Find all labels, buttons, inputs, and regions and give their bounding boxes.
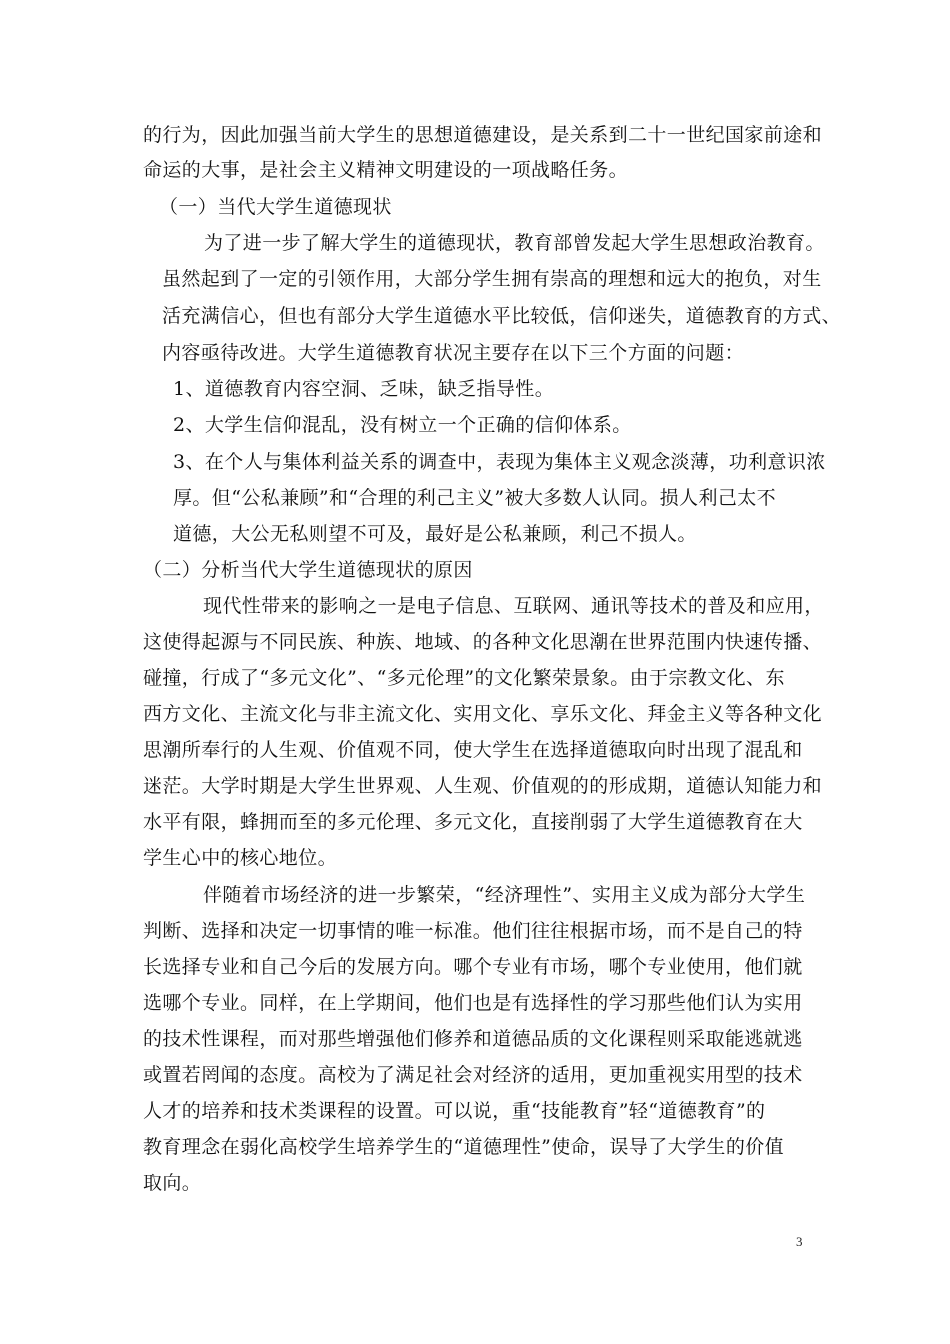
section-2-paragraph-2-line-3: 长选择专业和自己今后的发展方向。哪个专业有市场，哪个专业使用，他们就 (143, 956, 803, 978)
section-2-paragraph-2-line-1: 伴随着市场经济的进一步繁荣，“经济理性”、实用主义成为部分大学生 (203, 884, 806, 906)
section-2-paragraph-1-line-2: 这使得起源与不同民族、种族、地域、的各种文化思潮在世界范围内快速传播、 (143, 631, 823, 653)
section-2-paragraph-2-line-8: 教育理念在弱化高校学生培养学生的“道德理性”使命，误导了大学生的价值 (143, 1136, 785, 1158)
section-2-paragraph-2-line-2: 判断、选择和决定一切事情的唯一标准。他们往往根据市场，而不是自己的特 (143, 920, 803, 942)
section-2-paragraph-1-line-6: 迷茫。大学时期是大学生世界观、人生观、价值观的的形成期，道德认知能力和 (143, 775, 823, 797)
section-2-paragraph-2-line-4: 选哪个专业。同样，在上学期间，他们也是有选择性的学习那些他们认为实用 (143, 992, 803, 1014)
section-2-paragraph-1-line-5: 思潮所奉行的人生观、价值观不同，使大学生在选择道德取向时出现了混乱和 (143, 739, 803, 761)
section-2-paragraph-2-line-6: 或置若罔闻的态度。高校为了满足社会对经济的适用，更加重视实用型的技术 (143, 1064, 803, 1086)
section-1-item-2: 2、大学生信仰混乱，没有树立一个正确的信仰体系。 (173, 414, 632, 436)
section-1-item-3-line-3: 道德，大公无私则望不可及，最好是公私兼顾，利己不损人。 (173, 523, 697, 545)
section-2-paragraph-1-line-1: 现代性带来的影响之一是电子信息、互联网、通讯等技术的普及和应用， (203, 595, 824, 617)
section-2-paragraph-2-line-7: 人才的培养和技术类课程的设置。可以说，重“技能教育”轻“道德教育”的 (143, 1100, 766, 1122)
section-1-paragraph-line-4: 内容亟待改进。大学生道德教育状况主要存在以下三个方面的问题： (162, 342, 745, 364)
section-2-paragraph-1-line-8: 学生心中的核心地位。 (143, 847, 338, 869)
section-2-paragraph-1-line-7: 水平有限，蜂拥而至的多元伦理、多元文化，直接削弱了大学生道德教育在大 (143, 811, 803, 833)
page-number: 3 (796, 1234, 803, 1249)
intro-line-1: 的行为，因此加强当前大学生的思想道德建设，是关系到二十一世纪国家前途和 (143, 124, 823, 146)
section-2-heading: （二）分析当代大学生道德现状的原因 (143, 559, 473, 581)
section-1-paragraph-line-3: 活充满信心，但也有部分大学生道德水平比较低，信仰迷失，道德教育的方式、 (162, 305, 842, 327)
intro-line-2: 命运的大事，是社会主义精神文明建设的一项战略任务。 (143, 159, 629, 181)
section-1-heading: （一）当代大学生道德现状 (159, 196, 392, 218)
section-2-paragraph-1-line-3: 碰撞，行成了“多元文化”、“多元伦理”的文化繁荣景象。由于宗教文化、东 (143, 667, 785, 689)
section-1-item-3-line-1: 3、在个人与集体利益关系的调查中，表现为集体主义观念淡薄，功利意识浓 (173, 451, 826, 473)
section-1-item-1: 1、道德教育内容空洞、乏味，缺乏指导性。 (173, 378, 555, 400)
section-2-paragraph-2-line-9: 取向。 (143, 1172, 202, 1194)
section-1-item-3-line-2: 厚。但“公私兼顾”和“合理的利己主义”被大多数人认同。损人利己太不 (173, 487, 777, 509)
section-2-paragraph-1-line-4: 西方文化、主流文化与非主流文化、实用文化、享乐文化、拜金主义等各种文化 (143, 703, 823, 725)
section-1-paragraph-line-2: 虽然起到了一定的引领作用，大部分学生拥有崇高的理想和远大的抱负，对生 (162, 268, 822, 290)
section-1-paragraph-line-1: 为了进一步了解大学生的道德现状，教育部曾发起大学生思想政治教育。 (204, 232, 825, 254)
section-2-paragraph-2-line-5: 的技术性课程，而对那些增强他们修养和道德品质的文化课程则采取能逃就逃 (143, 1028, 803, 1050)
